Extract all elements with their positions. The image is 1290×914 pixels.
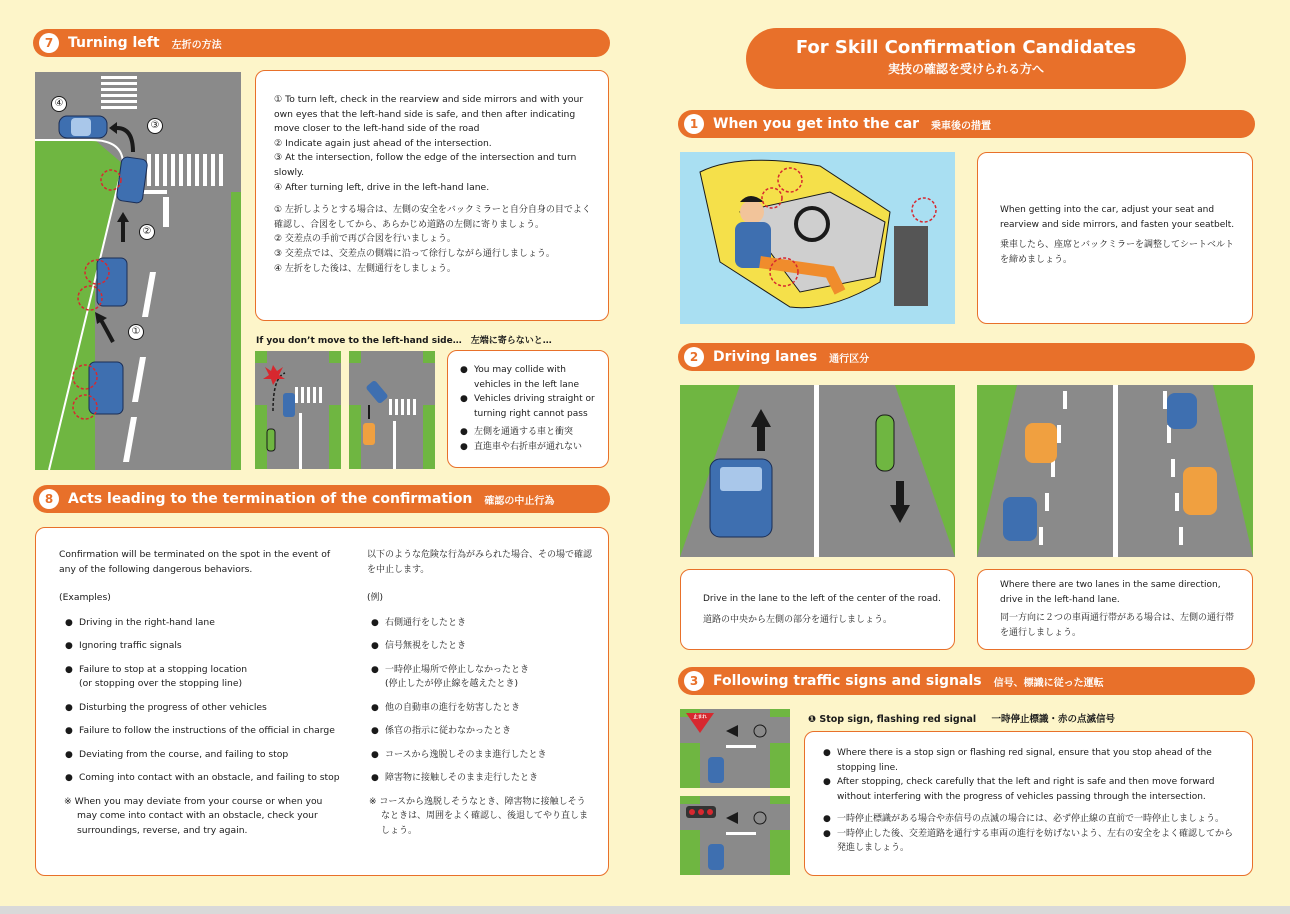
termination-acts-box — [35, 527, 609, 876]
termination-ja-column — [367, 548, 592, 838]
termination-item-en: ● Ignoring traffic signals — [65, 639, 344, 654]
step-en: ③ At the intersection, follow the edge of the intersection and turn slowly. — [274, 152, 577, 178]
termination-item-en: ● Driving in the right-hand lane — [65, 616, 344, 631]
termination-item-ja: ● コースから逸脱しそのまま進行したとき — [371, 748, 592, 763]
step-ja: ③ 交差点では、交差点の側端に沿って徐行しながら通行しましょう。 — [274, 248, 555, 259]
section-title-ja: 乗車後の措置 — [931, 120, 992, 132]
wrong-turn-diagram-1 — [255, 351, 341, 469]
termination-item-en: ● Failure to follow the instructions of the official in charge — [65, 724, 344, 739]
termination-item-ja: ● 係官の指示に従わなかったとき — [371, 724, 592, 739]
section-title-ja: 信号、標識に従った運転 — [993, 677, 1104, 689]
termination-item-en: ● Coming into contact with an obstacle, and failing to stop — [65, 771, 344, 786]
step-marker-3: ③ — [147, 118, 163, 134]
subheading-number: ❶ — [808, 714, 817, 725]
section-title-ja: 左折の方法 — [171, 39, 222, 51]
section-title-ja: 確認の中止行為 — [484, 495, 555, 507]
stop-sign-rules-box — [804, 731, 1253, 876]
termination-item-ja: ● 障害物に接触しそのまま走行したとき — [371, 771, 592, 786]
rule-ja: ● 一時停止した後、交差道路を通行する車両の進行を妨げないよう、左右の安全をよく確認してから発進しましょう。 — [823, 827, 1240, 856]
rule-en: ● After stopping, check carefully that the left and right is safe and then move forward without interfering with the progress of vehicles passing through the intersection. — [823, 775, 1240, 804]
step-marker-4: ④ — [51, 96, 67, 112]
section-title-en: Acts leading to the termination of the confirmation — [68, 491, 473, 507]
wrong-turn-diagram-2 — [349, 351, 435, 469]
section-1-header — [678, 110, 1255, 138]
candidates-banner — [746, 28, 1186, 89]
warning-item: ● 直進車や右折車が通れない — [460, 440, 600, 455]
section-title-en: When you get into the car — [713, 116, 920, 132]
text-ja: 道路の中央から左側の部分を通行しましょう。 — [703, 614, 893, 625]
section-title-en: Driving lanes — [713, 349, 818, 365]
stop-sign-text: 止まれ — [693, 715, 707, 720]
two-lane-road-illustration — [977, 385, 1253, 557]
termination-item-ja: ● 右側通行をしたとき — [371, 616, 592, 631]
examples-ja-label: (例) — [367, 593, 384, 603]
termination-item-ja: ● 信号無視をしたとき — [371, 639, 592, 654]
left-turn-road-diagram — [35, 72, 241, 470]
turning-left-steps-box — [255, 70, 609, 321]
examples-en-label: (Examples) — [59, 592, 111, 603]
step-en: ④ After turning left, drive in the left-hand lane. — [274, 181, 490, 193]
termination-item-en: ● Failure to stop at a stopping location (or stopping over the stopping line) — [65, 663, 344, 692]
section-number-badge: 3 — [684, 671, 704, 691]
steps-en-list — [274, 93, 594, 195]
text-en: Where there are two lanes in the same direction, drive in the left-hand lane. — [1000, 580, 1221, 605]
warning-item: ● You may collide with vehicles in the left lane — [460, 363, 600, 392]
section-title-en: Turning left — [68, 35, 160, 51]
step-en: ② Indicate again just ahead of the intersection. — [274, 137, 492, 149]
warning-consequences-box — [447, 350, 609, 468]
get-into-car-text-box — [977, 152, 1253, 324]
section-2-header — [678, 343, 1255, 371]
termination-item-sub-ja: (停止したが停止線を越えたとき) — [385, 679, 519, 689]
section-number-badge: 8 — [39, 489, 59, 509]
text-en: Drive in the lane to the left of the center of the road. — [703, 594, 941, 604]
driving-lane-left-text-box — [680, 569, 955, 650]
termination-item-ja: ● 一時停止場所で停止しなかったとき (停止したが停止線を越えたとき) — [371, 663, 592, 692]
flashing-red-signal-illustration — [680, 796, 790, 875]
termination-item-en: ● Deviating from the course, and failing to stop — [65, 748, 344, 763]
subheading-ja: 一時停止標識・赤の点滅信号 — [991, 714, 1115, 725]
rule-ja: ● 一時停止標識がある場合や赤信号の点滅の場合には、必ず停止線の直前で一時停止しましょう。 — [823, 812, 1240, 827]
step-marker-2: ② — [139, 224, 155, 240]
termination-item-en: ● Disturbing the progress of other vehicles — [65, 701, 344, 716]
note-en: ※ When you may deviate from your course or when you may come into contact with an obstacle, check your surroundings, reverse, and try again. — [64, 795, 323, 836]
section-number-badge: 7 — [39, 33, 59, 53]
warning-item: ● 左側を通過する車と衝突 — [460, 425, 600, 440]
intro-en: Confirmation will be terminated on the spot in the event of any of the following dangerous behaviors. — [59, 549, 331, 575]
banner-title-en: For Skill Confirmation Candidates — [795, 37, 1137, 58]
section-title-ja: 通行区分 — [829, 353, 870, 365]
section-number-badge: 1 — [684, 114, 704, 134]
banner-title-ja: 実技の確認を受けられる方へ — [887, 62, 1044, 76]
intro-ja: 以下のような危険な行為がみられた場合、その場で確認を中止します。 — [367, 550, 593, 575]
section-7-header — [33, 29, 610, 57]
rule-en: ● Where there is a stop sign or flashing red signal, ensure that you stop ahead of the stopping line. — [823, 746, 1240, 775]
termination-item-sub-en: (or stopping over the stopping line) — [79, 678, 243, 689]
text-ja: 乗車したら、座席とバックミラーを調整してシートベルトを締めましょう。 — [1000, 240, 1235, 265]
section-title-en: Following traffic signs and signals — [713, 673, 982, 689]
step-ja: ① 左折しようとする場合は、左側の安全をバックミラーと自分自身の目でよく確認し、合図をしてから、あらかじめ道路の左側に寄りましょう。 — [274, 205, 591, 230]
subheading-en: Stop sign, flashing red signal — [819, 714, 977, 725]
section-3-header — [678, 667, 1255, 695]
step-en: ① To turn left, check in the rearview and side mirrors and with your own eyes that the left-hand side is safe, and then after indicating move closer to the left-hand side of the road — [274, 94, 584, 135]
stop-sign-subheading — [808, 711, 1115, 725]
note-ja: ※ コースから逸脱しそうなとき、障害物に接触しそうなときは、周囲をよく確認し、後退してやり直しましょう。 — [369, 796, 589, 836]
warning-heading: If you don’t move to the left-hand side… 左端に寄らないと… — [256, 336, 552, 346]
termination-item-ja: ● 他の自動車の進行を妨害したとき — [371, 701, 592, 716]
stop-sign-illustration — [680, 709, 790, 788]
steps-ja-list — [274, 203, 594, 276]
bottom-strip — [0, 906, 1290, 914]
step-ja: ② 交差点の手前で再び合図を行いましょう。 — [274, 234, 456, 245]
step-marker-1: ① — [128, 324, 144, 340]
car-interior-illustration — [680, 152, 955, 324]
driving-lane-right-text-box — [977, 569, 1253, 650]
warning-item: ● Vehicles driving straight or turning right cannot pass — [460, 392, 600, 421]
text-en: When getting into the car, adjust your seat and rearview and side mirrors, and fasten your seatbelt. — [1000, 205, 1235, 230]
section-8-header — [33, 485, 610, 513]
step-ja: ④ 左折をした後は、左側通行をしましょう。 — [274, 263, 456, 274]
car-icon — [59, 116, 107, 138]
text-ja: 同一方向に２つの車両通行帯がある場合は、左側の通行帯を通行しましょう。 — [1000, 613, 1235, 638]
termination-en-column — [59, 548, 344, 838]
two-way-road-illustration — [680, 385, 955, 557]
section-number-badge: 2 — [684, 347, 704, 367]
